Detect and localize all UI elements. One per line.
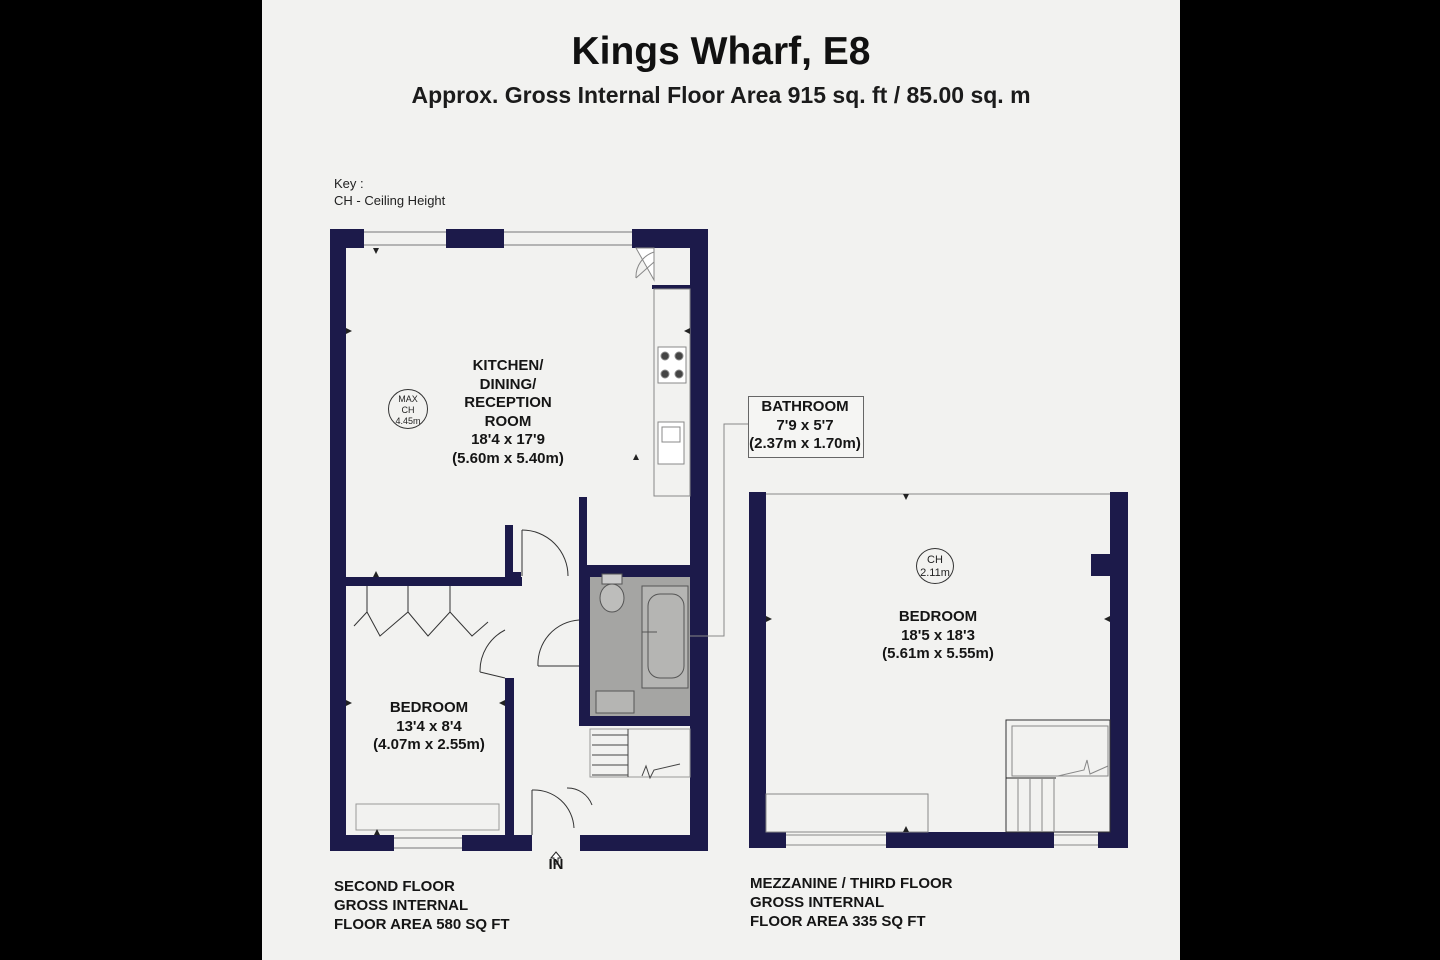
bedroom-mezzanine-imperial: 18'5 x 18'3 <box>901 626 975 644</box>
page-subtitle: Approx. Gross Internal Floor Area 915 sq. ft / 85.00 sq. m <box>411 82 1031 108</box>
kitchen-dimensions-imperial: 18'4 x 17'9 <box>471 431 545 448</box>
kitchen-label <box>428 357 588 468</box>
doors <box>480 530 592 835</box>
entrance-label: IN <box>548 856 564 873</box>
bathroom-dimensions-imperial: 7'9 x 5'7 <box>776 416 834 434</box>
mezzanine-details <box>766 494 1110 845</box>
kitchen-name-line-3: RECEPTION <box>464 394 552 411</box>
bedroom-second-imperial: 13'4 x 8'4 <box>396 717 462 735</box>
page-title: Kings Wharf, E8 <box>571 30 871 73</box>
stairs <box>590 729 690 778</box>
floor-plan-drawing <box>262 0 1180 960</box>
second-floor-walls <box>330 229 710 851</box>
kitchen-name-line-2: DINING/ <box>479 375 537 393</box>
second-floor-label: SECOND FLOOR GROSS INTERNAL FLOOR AREA 580 SQ FT <box>334 878 510 933</box>
kitchen-ceiling-height: MAX CH 4.45m <box>388 389 428 429</box>
bathroom-name: BATHROOM <box>761 398 849 415</box>
bathroom-dimensions-metric: (2.37m x 1.70m) <box>749 435 861 452</box>
kitchen-name-line-1: KITCHEN/ <box>472 357 544 374</box>
key-entry: CH - Ceiling Height <box>334 193 446 208</box>
key-heading: Key : <box>334 176 364 191</box>
kitchen-dimensions-metric: (5.60m x 5.40m) <box>452 449 564 467</box>
bedroom-second-label <box>358 699 500 755</box>
bedroom-mezzanine-name: BEDROOM <box>898 608 978 625</box>
bedroom-mezzanine-label <box>858 608 1018 664</box>
bedroom-mezzanine-metric: (5.61m x 5.55m) <box>882 645 994 662</box>
kitchen-name-line-4: ROOM <box>484 412 532 430</box>
mezzanine-ceiling-height: CH 2.11m <box>916 548 954 584</box>
bathroom-label <box>748 398 862 454</box>
mezzanine-walls <box>749 492 1128 848</box>
second-floor-windows <box>364 232 632 848</box>
floor-plan-sheet <box>262 0 1180 960</box>
bedroom-second-metric: (4.07m x 2.55m) <box>373 736 485 753</box>
mezzanine-floor-label: MEZZANINE / THIRD FLOOR GROSS INTERNAL FLOOR AREA 335 SQ FT <box>750 875 953 930</box>
bedroom-second-name: BEDROOM <box>389 699 469 716</box>
